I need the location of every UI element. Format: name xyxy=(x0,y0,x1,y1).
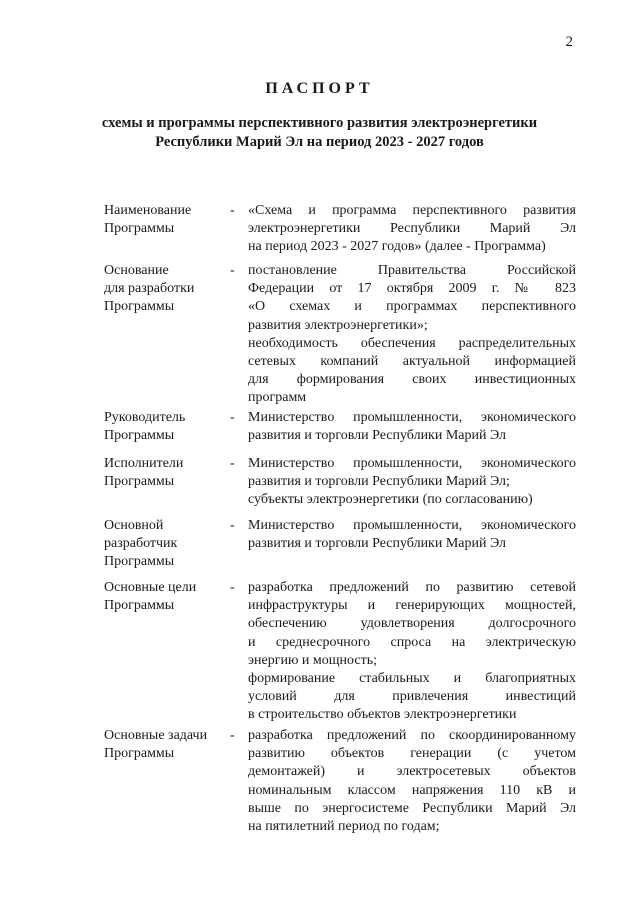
page-number: 2 xyxy=(565,34,573,50)
row-label-line: Основные задачи xyxy=(104,728,208,743)
row-value-line: развития электроэнергетики»; xyxy=(248,317,428,333)
passport-row xyxy=(104,455,576,510)
passport-row xyxy=(104,409,576,445)
row-value-line: номинальным классом напряжения 110 кВ и xyxy=(248,782,576,798)
row-label xyxy=(104,202,226,238)
row-value-line: формирование стабильных и благоприятных xyxy=(248,670,576,686)
row-label-line: Исполнители xyxy=(104,456,184,471)
row-value-line: программ xyxy=(248,390,307,406)
row-value-line: развития и торговли Республики Марий Эл; xyxy=(248,474,510,490)
row-label-line: разработчик xyxy=(104,536,178,552)
row-label xyxy=(104,262,226,317)
row-value-line: разработка предложений по скоординированному xyxy=(248,728,576,743)
row-value-line: для формирования своих инвестиционных xyxy=(248,372,576,388)
row-label-line: Программы xyxy=(104,299,175,315)
row-label-line: Основание xyxy=(104,263,169,278)
row-value-line: сетевых компаний актуальной информацией xyxy=(248,353,576,369)
row-value xyxy=(248,262,576,408)
row-label-line: Программы xyxy=(104,221,175,237)
row-dash: - xyxy=(230,263,235,278)
row-label-line: Основной xyxy=(104,518,164,533)
row-value-line: постановление Правительства Российской xyxy=(248,263,576,278)
row-label-line: Программы xyxy=(104,746,175,762)
passport-row xyxy=(104,579,576,725)
passport-row xyxy=(104,727,576,836)
row-value-line: в строительство объектов электроэнергетики xyxy=(248,707,517,723)
row-value-line: выше по энергосистеме Республики Марий Эл xyxy=(248,800,576,816)
row-value xyxy=(248,409,576,445)
row-label xyxy=(104,455,226,491)
row-value-line: Федерации от 17 октября 2009 г. № 823 xyxy=(248,281,576,297)
row-value-line: субъекты электроэнергетики (по согласованию) xyxy=(248,492,533,508)
row-label xyxy=(104,517,226,572)
row-value xyxy=(248,727,576,836)
row-value-line: разработка предложений по развитию сетевой xyxy=(248,580,576,595)
row-value-line: условий для привлечения инвестиций xyxy=(248,689,576,705)
row-value-line: необходимость обеспечения распределительных xyxy=(248,335,576,351)
row-value-line: развитию объектов генерации (с учетом xyxy=(248,746,576,762)
row-label-line: Основные цели xyxy=(104,580,197,595)
row-value-line: и среднесрочного спроса на электрическую xyxy=(248,634,576,650)
row-label-line: Наименование xyxy=(104,203,192,218)
row-label xyxy=(104,579,226,615)
row-dash: - xyxy=(230,456,235,471)
row-value-line: демонтажей) и электросетевых объектов xyxy=(248,764,576,780)
row-dash: - xyxy=(230,203,235,218)
row-value-line: на период 2023 - 2027 годов» (далее - Программа) xyxy=(248,239,546,255)
passport-row xyxy=(104,262,576,408)
row-value-line: энергию и мощность; xyxy=(248,652,377,668)
row-value xyxy=(248,579,576,725)
row-label-line: Программы xyxy=(104,428,175,444)
row-label-line: для разработки xyxy=(104,281,195,297)
subtitle-line: схемы и программы перспективного развития электроэнергетики xyxy=(101,115,538,131)
row-label xyxy=(104,409,226,445)
passport-row xyxy=(104,202,576,257)
row-dash: - xyxy=(230,518,235,533)
row-label-line: Программы xyxy=(104,474,175,490)
row-label-line: Программы xyxy=(104,598,175,614)
row-value-line: развития и торговли Республики Марий Эл xyxy=(248,428,507,444)
row-value-line: Министерство промышленности, экономического xyxy=(248,410,576,425)
row-dash: - xyxy=(230,580,235,595)
row-value-line: развития и торговли Республики Марий Эл xyxy=(248,536,507,552)
subtitle-line: Республики Марий Эл на период 2023 - 2027 годов xyxy=(155,134,484,150)
row-value-line: на пятилетний период по годам; xyxy=(248,818,440,834)
row-label xyxy=(104,727,226,763)
row-value xyxy=(248,455,576,510)
row-value-line: обеспечению удовлетворения долгосрочного xyxy=(248,616,576,632)
document-subtitle xyxy=(0,114,639,152)
row-value-line: «Схема и программа перспективного развития xyxy=(248,203,576,218)
row-value-line: Министерство промышленности, экономического xyxy=(248,518,576,533)
document-title: ПАСПОРТ xyxy=(265,80,374,97)
row-value-line: инфраструктуры и генерирующих мощностей, xyxy=(248,598,576,614)
row-value-line: Министерство промышленности, экономического xyxy=(248,456,576,471)
row-label-line: Программы xyxy=(104,554,175,570)
passport-row xyxy=(104,517,576,570)
row-dash: - xyxy=(230,728,235,743)
row-value-line: электроэнергетики Республики Марий Эл xyxy=(248,221,576,237)
row-value xyxy=(248,517,576,553)
row-value-line: «О схемах и программах перспективного xyxy=(248,299,576,315)
row-dash: - xyxy=(230,410,235,425)
row-value xyxy=(248,202,576,257)
row-label-line: Руководитель xyxy=(104,410,186,425)
